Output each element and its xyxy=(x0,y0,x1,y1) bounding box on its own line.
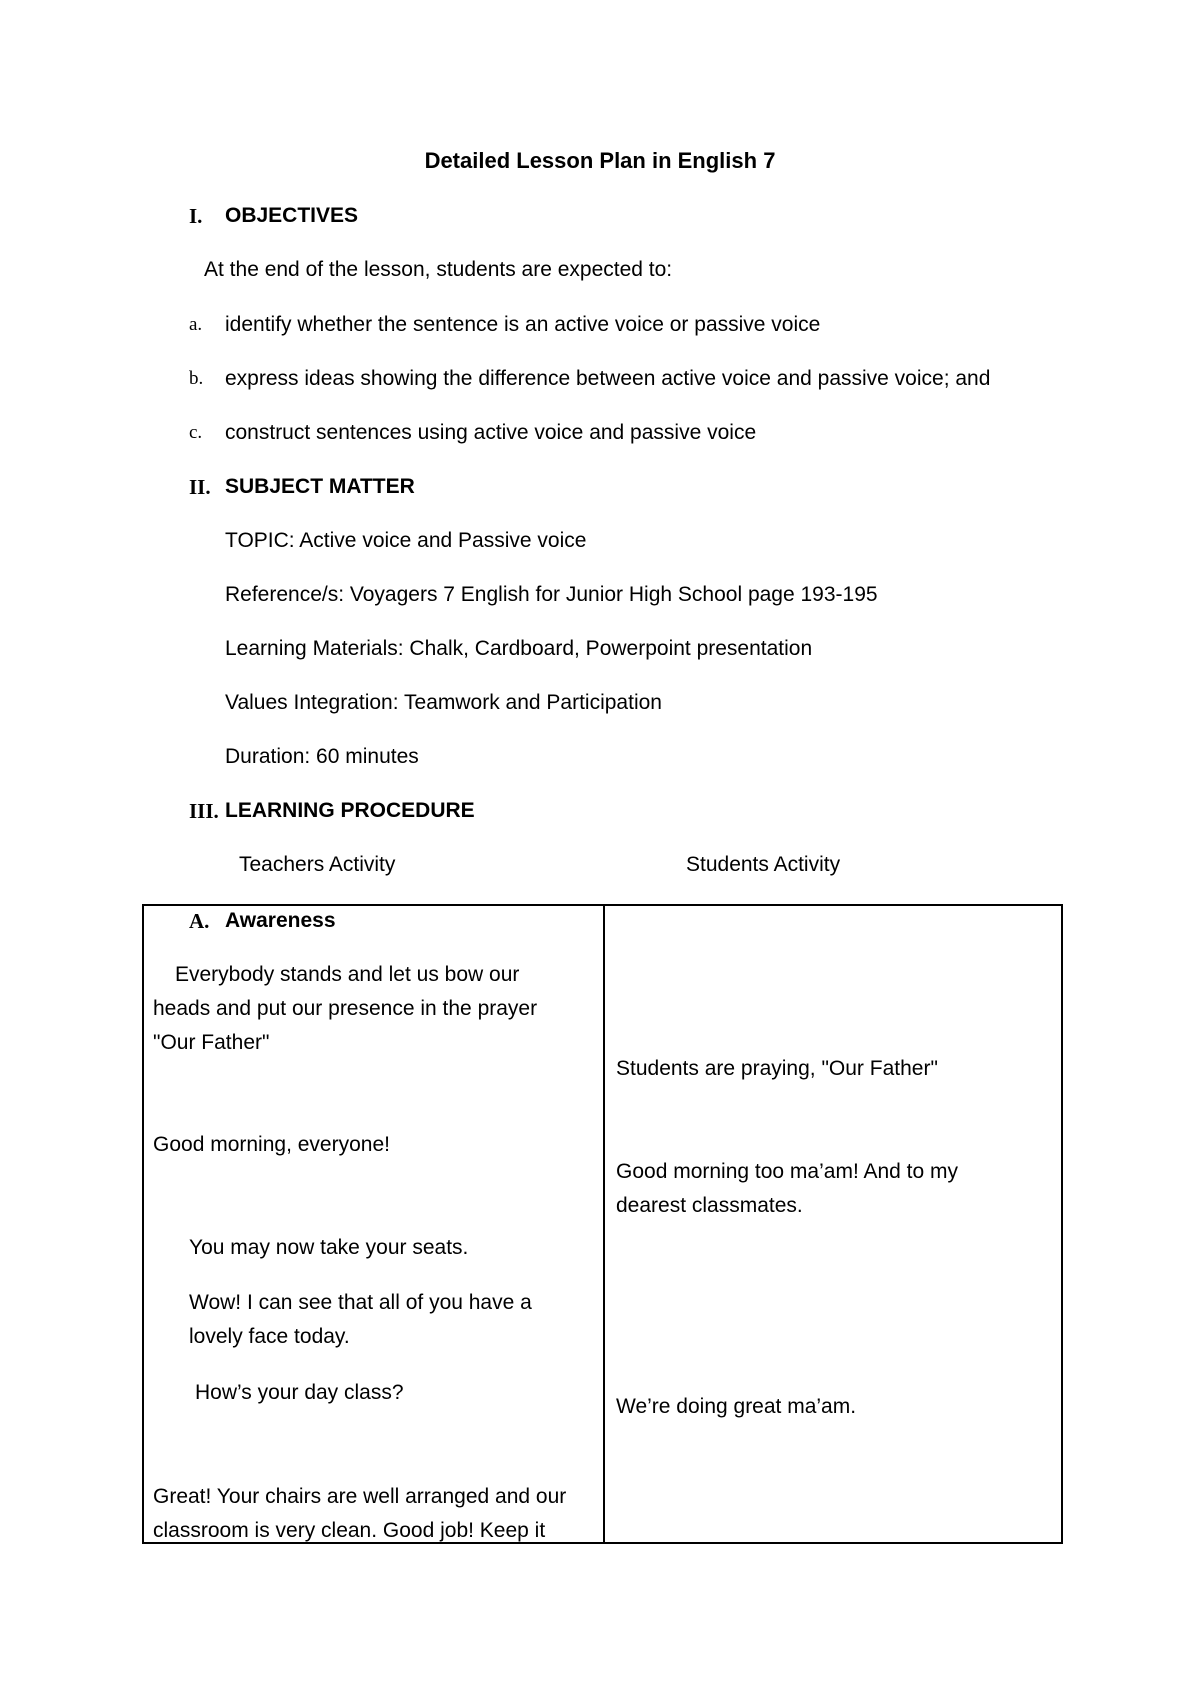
procedure-numeral: III. xyxy=(189,799,219,823)
table-column-divider xyxy=(603,904,605,1544)
teacher-line-3: "Our Father" xyxy=(153,1031,270,1054)
subject-topic: TOPIC: Active voice and Passive voice xyxy=(225,529,587,552)
page-title: Detailed Lesson Plan in English 7 xyxy=(424,148,776,173)
subject-matter-heading: SUBJECT MATTER xyxy=(225,475,415,498)
teacher-line-8: How’s your day class? xyxy=(195,1381,404,1404)
subject-materials: Learning Materials: Chalk, Cardboard, Powerpoint presentation xyxy=(225,637,813,660)
objective-marker-c: c. xyxy=(189,422,203,443)
subject-duration: Duration: 60 minutes xyxy=(225,745,419,768)
awareness-heading: Awareness xyxy=(225,909,336,932)
col-header-student: Students Activity xyxy=(686,853,841,876)
student-line-2: Good morning too ma’am! And to my xyxy=(616,1160,958,1183)
teacher-line-1: Everybody stands and let us bow our xyxy=(175,963,520,986)
awareness-numeral: A. xyxy=(189,909,210,933)
objective-marker-b: b. xyxy=(189,368,204,389)
student-line-4: We’re doing great ma’am. xyxy=(616,1395,857,1418)
subject-matter-numeral: II. xyxy=(189,475,211,499)
objective-item-b: express ideas showing the difference between active voice and passive voice; and xyxy=(225,367,991,390)
teacher-line-5: You may now take your seats. xyxy=(189,1236,469,1259)
teacher-line-2: heads and put our presence in the prayer xyxy=(153,997,538,1020)
teacher-line-10: classroom is very clean. Good job! Keep it xyxy=(153,1519,546,1542)
student-line-3: dearest classmates. xyxy=(616,1194,803,1217)
teacher-line-6: Wow! I can see that all of you have a xyxy=(189,1291,532,1314)
objectives-intro: At the end of the lesson, students are expected to: xyxy=(204,258,673,281)
subject-reference: Reference/s: Voyagers 7 English for Junior High School page 193-195 xyxy=(225,583,878,606)
objective-marker-a: a. xyxy=(189,314,203,335)
table-border-left xyxy=(142,904,144,1544)
procedure-heading: LEARNING PROCEDURE xyxy=(225,799,475,822)
objectives-numeral: I. xyxy=(189,204,203,228)
col-header-teacher: Teachers Activity xyxy=(239,853,396,876)
student-line-1: Students are praying, "Our Father" xyxy=(616,1057,938,1080)
objectives-heading: OBJECTIVES xyxy=(225,204,359,227)
subject-values: Values Integration: Teamwork and Participation xyxy=(225,691,662,714)
objective-item-a: identify whether the sentence is an active voice or passive voice xyxy=(225,313,821,336)
teacher-line-9: Great! Your chairs are well arranged and our xyxy=(153,1485,567,1508)
teacher-line-4: Good morning, everyone! xyxy=(153,1133,390,1156)
teacher-line-7: lovely face today. xyxy=(189,1325,350,1348)
table-border-right xyxy=(1061,904,1063,1544)
objective-item-c: construct sentences using active voice and passive voice xyxy=(225,421,757,444)
